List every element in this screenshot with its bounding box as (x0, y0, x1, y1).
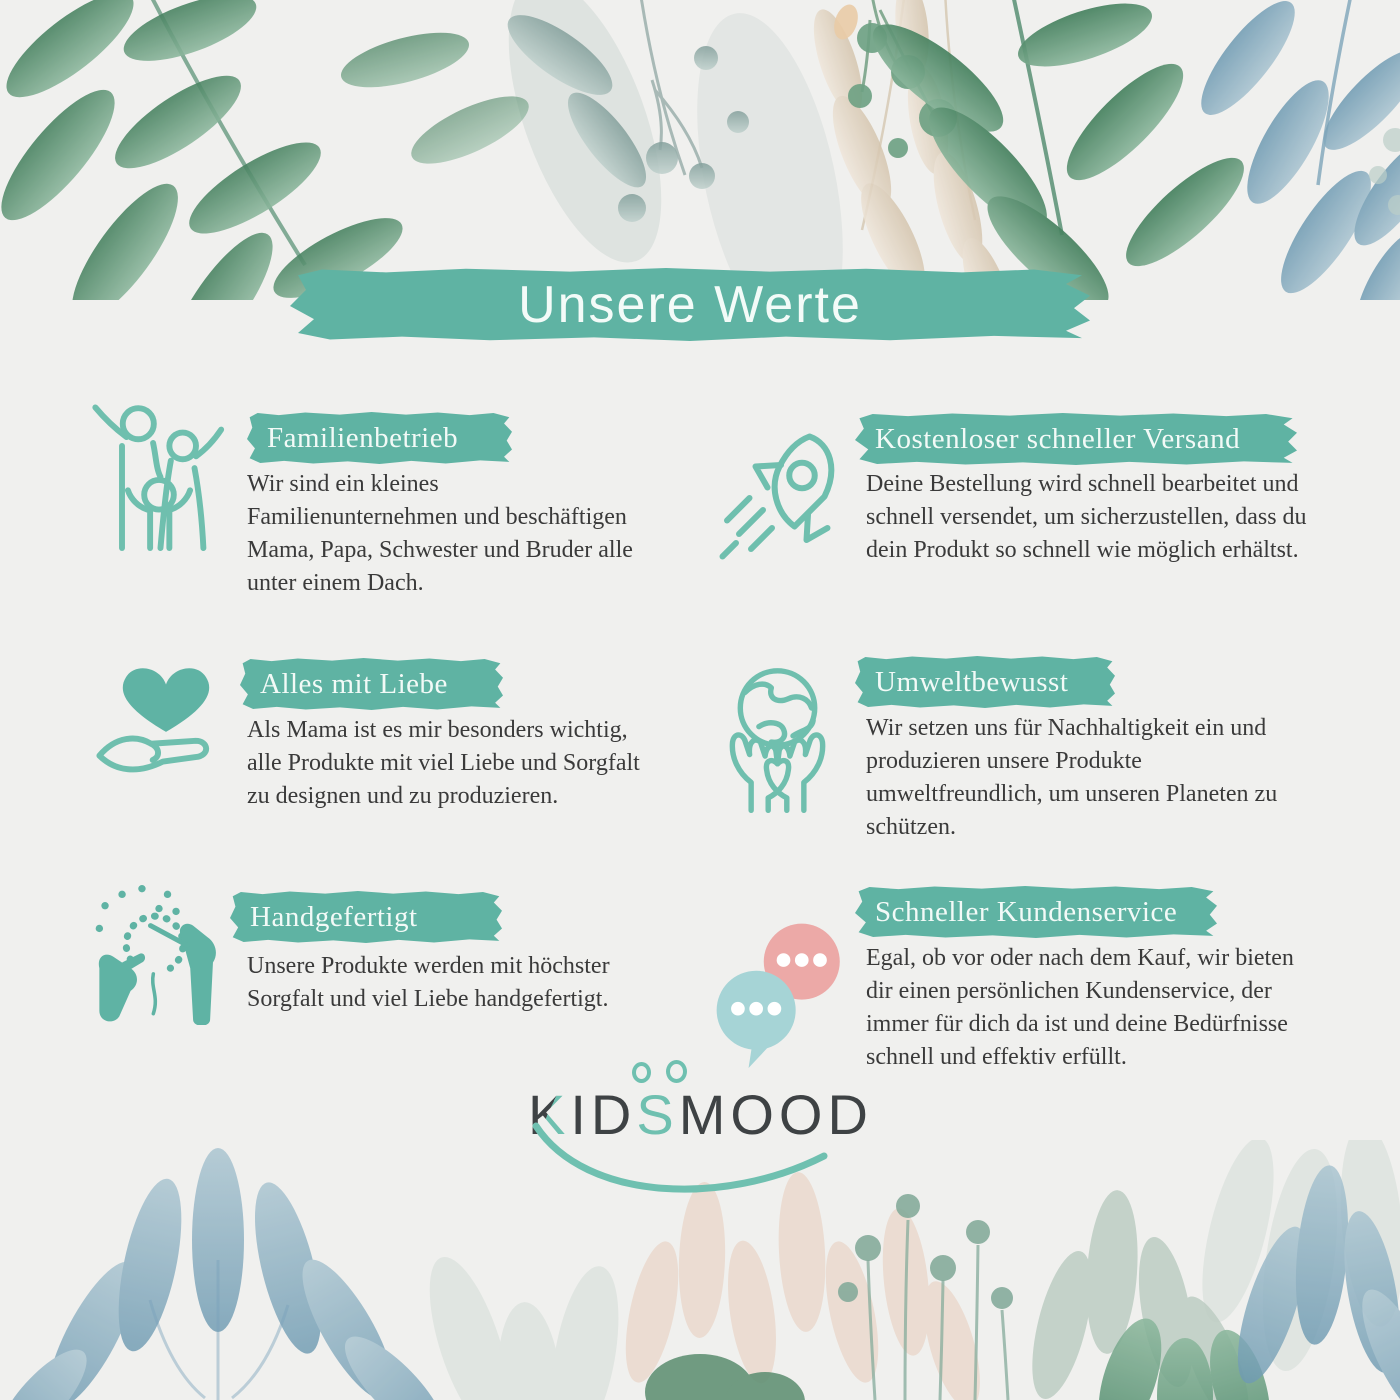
section-body-liebe: Als Mama ist es mir besonders wichtig, alle Produkte mit viel Liebe und Sorgfalt zu designen und zu produzieren. (247, 717, 640, 810)
logo-letters-mood: MOOD (678, 1083, 873, 1146)
heading-label: Familienbetrieb (267, 421, 459, 454)
heading-label: Alles mit Liebe (260, 667, 448, 700)
heart-in-hand-icon (92, 652, 240, 800)
section-body-umwelt: Wir setzen uns für Nachhaltigkeit ein und produzieren unsere Produkte umweltfreundlich, um unseren Planeten zu schützen. (866, 715, 1278, 841)
section-heading-familienbetrieb (247, 412, 512, 464)
heading-label: Kostenloser schneller Versand (875, 422, 1241, 455)
rocket-icon (703, 420, 853, 570)
logo-eye-icon (632, 1062, 651, 1083)
logo-letter-s: S (636, 1083, 679, 1146)
heading-label: Umweltbewusst (875, 665, 1069, 698)
section-body-familienbetrieb: Wir sind ein kleines Familienunternehmen und beschäftigen Mama, Papa, Schwester und Bruder alle unter einem Dach. (247, 471, 633, 597)
page-title-banner (290, 268, 1090, 341)
crafting-hands-icon (85, 883, 233, 1025)
section-heading-versand (855, 413, 1297, 465)
section-heading-umwelt (855, 656, 1115, 708)
earth-in-hands-icon (700, 660, 855, 818)
kidsmood-logo (528, 1060, 872, 1198)
heading-label: Handgefertigt (250, 900, 418, 933)
logo-eye-icon (666, 1060, 687, 1083)
section-heading-kundenservice (855, 886, 1217, 938)
section-body-kundenservice: Egal, ob vor oder nach dem Kauf, wir bieten dir einen persönlichen Kundenservice, der immer für dich da ist und deine Bedürfnisse schnell und effektiv erfüllt. (866, 945, 1294, 1071)
top-leaves-decoration (0, 0, 1400, 300)
section-body-handgefertigt: Unsere Produkte werden mit höchster Sorgfalt und viel Liebe handgefertigt. (247, 953, 610, 1013)
section-heading-handgefertigt (230, 891, 502, 943)
family-icon (85, 403, 233, 551)
logo-smile-icon (530, 1118, 832, 1214)
logo-letters-id: ID (570, 1083, 637, 1146)
page-title: Unsere Werte (518, 275, 862, 334)
logo-letter-k: K (528, 1083, 571, 1146)
heading-label: Schneller Kundenservice (875, 895, 1178, 928)
section-heading-liebe (240, 658, 503, 710)
chat-bubbles-icon (706, 916, 858, 1068)
logo-eyes (632, 1060, 687, 1083)
section-body-versand: Deine Bestellung wird schnell bearbeitet und schnell versendet, um sicherzustellen, dass du dein Produkt so schnell wie möglich erhältst. (866, 471, 1307, 564)
